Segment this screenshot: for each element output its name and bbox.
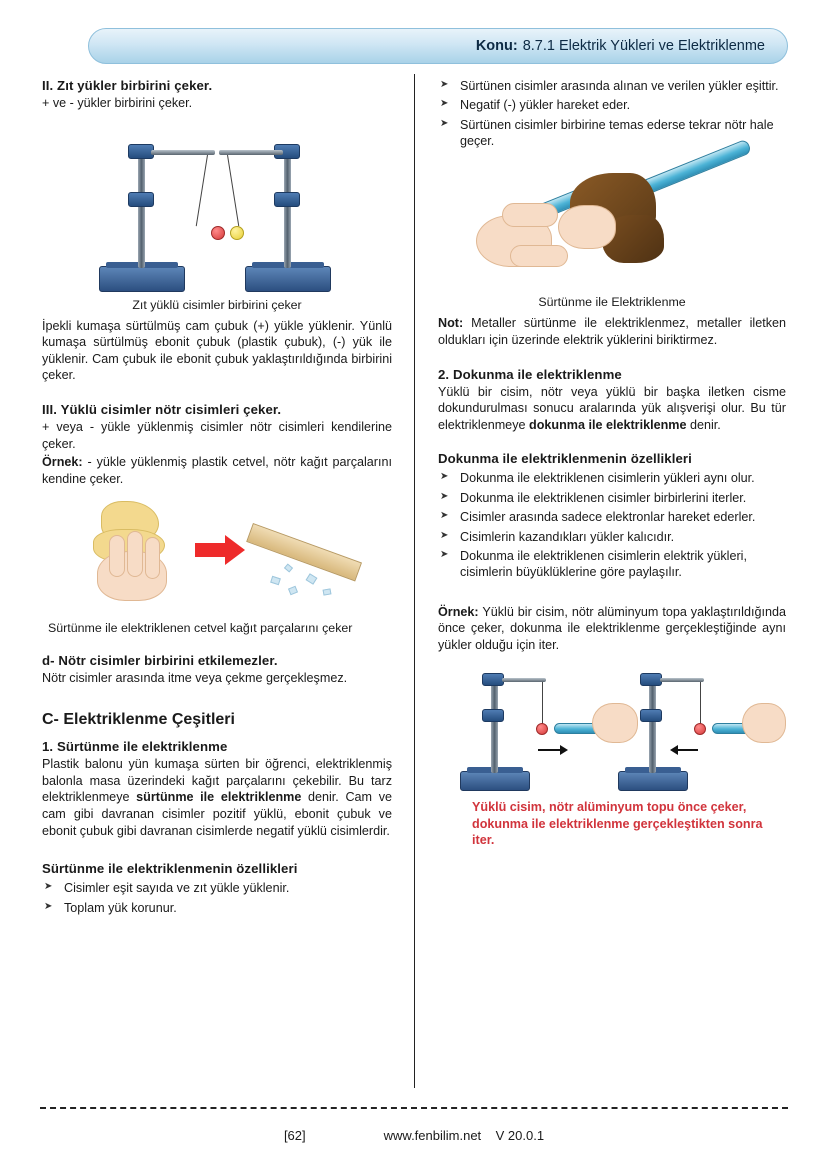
dual-rod-left	[491, 677, 498, 773]
label-ornek-right: Örnek:	[438, 604, 479, 619]
text-zit-yukler-sub: + ve - yükler birbirini çeker.	[42, 96, 193, 110]
dual-clamp-right-top	[640, 673, 662, 686]
text-notr-cisimler-body: Nötr cisimler arasında itme veya çekme gerçekleşmez.	[42, 671, 348, 686]
list-item: ➤ Dokunma ile elektriklenen cisimlerin yükleri aynı olur.	[438, 470, 786, 486]
text-ornek-body-left: - yükle yüklenmiş plastik cetvel, nötr kağıt parçalarını kendine çeker.	[42, 455, 392, 486]
heading-notr-cisimler: d- Nötr cisimler birbirini etkilemezler.	[42, 653, 278, 669]
dual-thread-left	[542, 682, 543, 724]
dual-arrow-right-head	[670, 745, 678, 755]
dual-arrow-left-shaft	[538, 749, 562, 751]
list-surtunme-ozellikleri	[42, 880, 392, 916]
version-label: V 20.0.1	[495, 1128, 545, 1143]
label-not: Not:	[438, 316, 464, 331]
finger-3	[145, 537, 160, 579]
stand-base-right	[245, 266, 331, 292]
hand-rubbing	[558, 205, 616, 249]
dual-hand-right	[742, 703, 786, 743]
arrow-shaft	[195, 543, 229, 557]
label-ornek-left: Örnek:	[42, 455, 83, 470]
page-footer	[0, 1128, 828, 1143]
text-ornek-line	[42, 454, 392, 487]
finger-1	[109, 535, 125, 577]
figure-ruler-attracts-paper	[57, 495, 377, 615]
list-item: ➤ Cisimlerin kazandıkları yükler kalıcıdır.	[438, 529, 786, 545]
dual-hand-left	[592, 703, 638, 743]
crossbar-right	[219, 150, 283, 155]
stand-rod-right	[284, 150, 291, 268]
text-note-body: Metaller sürtünme ile elektriklenmez, metaller iletken oldukları için üzerinde elektrik yüklerini biriktirmez.	[438, 316, 786, 348]
text-surtunme-body	[42, 756, 392, 839]
paper-bit-2	[288, 586, 298, 595]
footer-site-version	[384, 1128, 544, 1143]
dual-ball-right	[694, 723, 706, 735]
list-item: ➤ Dokunma ile elektriklenen cisimler birbirlerini iterler.	[438, 490, 786, 506]
arrow-head	[225, 535, 245, 565]
site-url: www.fenbilim.net	[383, 1128, 482, 1143]
text-ornek-right	[438, 604, 786, 654]
dual-clamp-left-top	[482, 673, 504, 686]
ruler	[246, 523, 362, 581]
ball-positive	[211, 226, 225, 240]
text-yuklu-notr-body: + veya - yükle yüklenmiş cisimler nötr cisimleri kendilerine çeker.	[42, 420, 392, 451]
list-item: ➤ Cisimler arasında sadece elektronlar hareket ederler.	[438, 509, 786, 525]
page-header-banner	[88, 28, 788, 64]
footer-divider	[40, 1107, 788, 1109]
text-note	[438, 315, 786, 348]
ball-negative	[230, 226, 244, 240]
column-divider	[414, 74, 415, 1088]
list-item: ➤ Dokunma ile elektriklenen cisimlerin elektrik yükleri, cisimlerin büyüklüklerine göre paylaşılır.	[438, 548, 786, 581]
stand-base-left	[99, 266, 185, 292]
text-surtunme-bold: sürtünme ile elektriklenme	[136, 790, 302, 805]
finger-2	[127, 531, 143, 577]
figure-rubbing-rod	[462, 159, 762, 289]
thread-right	[227, 155, 239, 226]
text-dokunma-body	[438, 384, 786, 434]
text-ornek-right-body: Yüklü bir cisim, nötr alüminyum topa yaklaştırıldığında önce çeker, dokunma ile elektriklenme gerçekleştiğinde aynı yükler olduğu için iter.	[438, 604, 786, 652]
heading-yuklu-notr: III. Yüklü cisimler nötr cisimleri çeker.	[42, 402, 282, 418]
paper-bit-4	[323, 589, 332, 596]
list-item: ➤ Toplam yük korunur.	[42, 900, 392, 916]
text-dokunma-post: denir.	[686, 417, 721, 432]
paper-bit-5	[284, 564, 293, 573]
caption-red-repel: Yüklü cisim, nötr alüminyum topu önce çeker, dokunma ile elektriklenme gerçekleştikten sonra iter.	[472, 800, 763, 848]
stand-clamp-right-mid	[274, 192, 300, 207]
figure-attract-repel-stands	[442, 661, 782, 791]
hand-finger-bottom	[510, 245, 568, 267]
page-number: [62]	[283, 1128, 306, 1143]
content-columns	[40, 78, 788, 1078]
caption-figure-rubbing: Sürtünme ile Elektriklenme	[538, 295, 686, 310]
heading-surtunme-elektriklenme: 1. Sürtünme ile elektriklenme	[42, 739, 228, 755]
dual-rod-right	[649, 677, 656, 773]
dual-base-left	[460, 771, 530, 791]
konu-label: Konu:	[475, 38, 518, 54]
list-dokunma-ozellikleri	[438, 470, 786, 580]
text-zit-yukler-body: İpekli kumaşa sürtülmüş cam çubuk (+) yükle yüklenir. Yünlü kumaşa sürtülmüş ebonit çubuk (plastik çubuk), (-) yük ile yüklenir. Cam çubuk ile ebonit çubuk yaklaştırıldığında birbirini çeker.	[42, 318, 392, 383]
dual-crossbar-left	[502, 678, 546, 682]
dual-base-right	[618, 771, 688, 791]
dual-arrow-left-head	[560, 745, 568, 755]
stand-rod-left	[138, 150, 145, 268]
thread-left	[196, 155, 208, 226]
dual-clamp-left-mid	[482, 709, 504, 722]
stand-clamp-left-mid	[128, 192, 154, 207]
list-item: ➤ Negatif (-) yükler hareket eder.	[438, 97, 786, 113]
list-surtunme-devam	[438, 78, 786, 149]
konu-value: 8.7.1 Elektrik Yükleri ve Elektriklenme	[522, 38, 765, 54]
heading-elektriklenme-cesitleri: C- Elektriklenme Çeşitleri	[42, 711, 235, 729]
dual-ball-left	[536, 723, 548, 735]
dual-thread-right	[700, 682, 701, 724]
crossbar-left	[151, 150, 215, 155]
list-item: ➤ Sürtünen cisimler arasında alınan ve verilen yükler eşittir.	[438, 78, 786, 94]
paper-bit-3	[306, 574, 318, 586]
dual-clamp-right-mid	[640, 709, 662, 722]
dual-crossbar-right	[660, 678, 704, 682]
hand-finger-top	[502, 203, 558, 227]
heading-zit-yukler: II. Zıt yükler birbirini çeker.	[42, 78, 213, 93]
text-dokunma-pre: Yüklü bir cisim, nötr veya yüklü bir başka iletken cisme dokundurulması sonucu aralarında yük alışverişi olur. Bu tür elektriklenmeye	[438, 384, 786, 432]
caption-figure-attract: Zıt yüklü cisimler birbirini çeker	[132, 297, 302, 312]
paper-bit-1	[270, 576, 281, 585]
heading-dokunma-elektriklenme: 2. Dokunma ile elektriklenme	[438, 366, 622, 382]
left-column	[40, 78, 414, 1078]
list-item: ➤ Cisimler eşit sayıda ve zıt yükle yüklenir.	[42, 880, 392, 896]
list-item: ➤ Sürtünen cisimler birbirine temas ederse tekrar nötr hale geçer.	[438, 117, 786, 150]
heading-surtunme-ozellikleri: Sürtünme ile elektriklenmenin özellikleri	[42, 861, 298, 877]
text-surtunme-post: denir. Cam ve cam gibi davranan cisimler pozitif yüklü, ebonit çubuk ve ebonit çubuk gibi davranan cisimlerde negatif yüklü cisimlerdir.	[42, 790, 392, 838]
caption-figure-ruler: Sürtünme ile elektriklenen cetvel kağıt parçalarını çeker	[48, 621, 353, 636]
right-column	[414, 78, 788, 1078]
text-surtunme-pre: Plastik balonu yün kumaşa sürten bir öğrenci, elektriklenmiş balonla masa üzerindeki kağıt parçalarını çekebilir. Bu tarz elektriklenmeye	[42, 757, 392, 805]
text-dokunma-bold: dokunma ile elektriklenme	[529, 417, 687, 432]
figure-two-stands-attract	[67, 122, 367, 292]
heading-dokunma-ozellikleri: Dokunma ile elektriklenmenin özellikleri	[438, 451, 692, 467]
